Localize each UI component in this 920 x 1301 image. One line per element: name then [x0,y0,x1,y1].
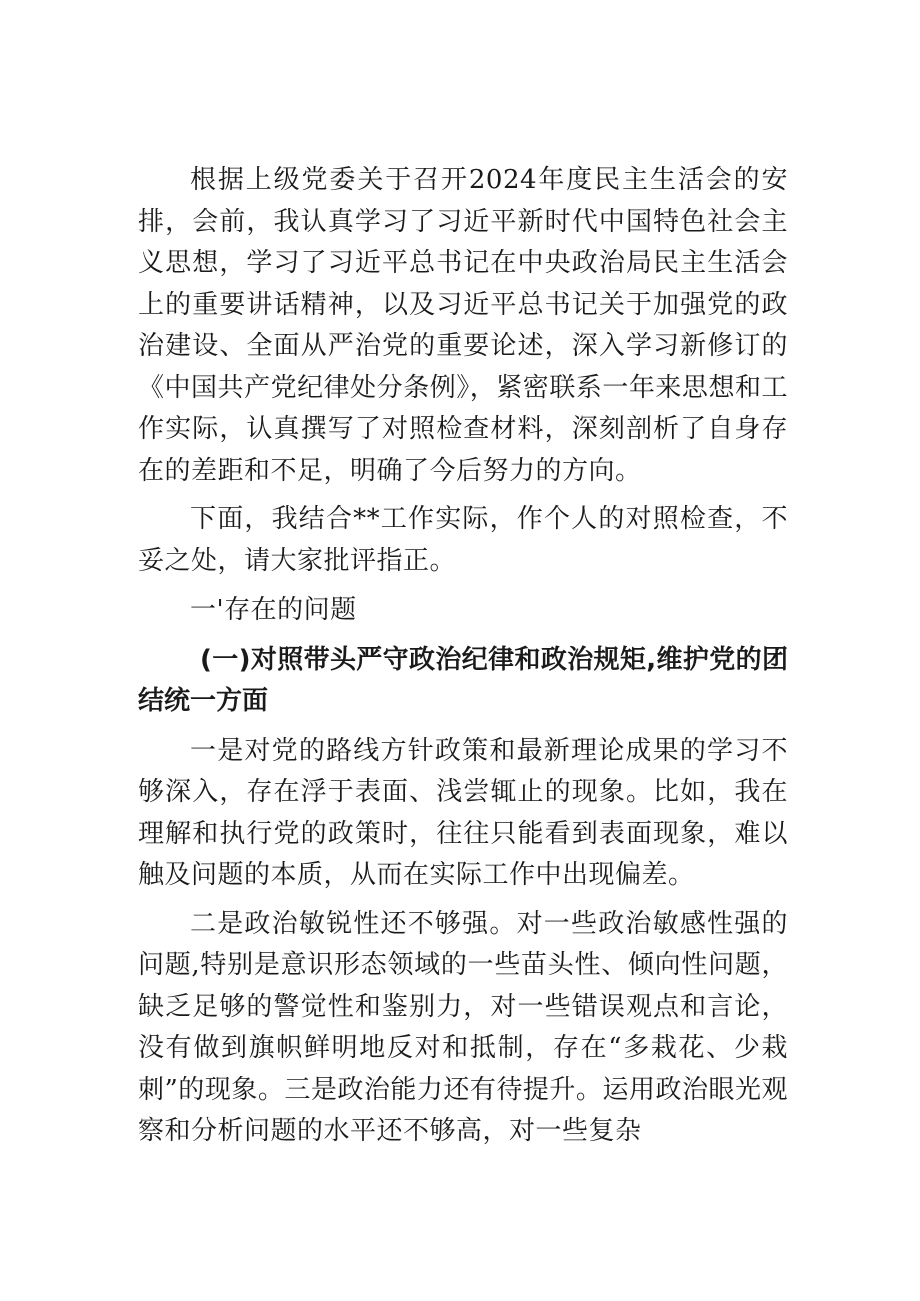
section-heading: 一'存在的问题 [190,595,357,625]
subsection-heading: (一)对照带头严守政治纪律和政治规矩,维护党的团结统一方面 [138,644,788,716]
point-two-paragraph: 二是政治敏锐性还不够强。对一些政治敏感性强的问题,特别是意识形态领域的一些苗头性、倾向性问题，缺乏足够的警觉性和鉴别力，对一些错误观点和言论，没有做到旗帜鲜明地反对和抵制，存在“多栽花、少栽刺”的现象。三是政治能力还有待提升。运用政治眼光观察和分析问题的水平还不够高，对一些复杂 [138,908,788,1146]
point-one-paragraph: 一是对党的路线方针政策和最新理论成果的学习不够深入，存在浮于表面、浅尝辄止的现象。比如，我在理解和执行党的政策时，往往只能看到表面现象，难以触及问题的本质，从而在实际工作中出现偏差。 [138,735,788,890]
second-paragraph: 下面，我结合**工作实际，作个人的对照检查，不妥之处，请大家批评指正。 [138,504,788,576]
intro-paragraph: 根据上级党委关于召开2024年度民主生活会的安排，会前，我认真学习了习近平新时代中国特色社会主义思想，学习了习近平总书记在中央政治局民主生活会上的重要讲话精神，以及习近平总书记关于加强党的政治建设、全面从严治党的重要论述，深入学习新修订的《中国共产党纪律处分条例》，紧密联系一年来思想和工作实际，认真撰写了对照检查材料，深刻剖析了自身存在的差距和不足，明确了今后努力的方向。 [138,165,788,486]
document-body [138,160,788,1160]
